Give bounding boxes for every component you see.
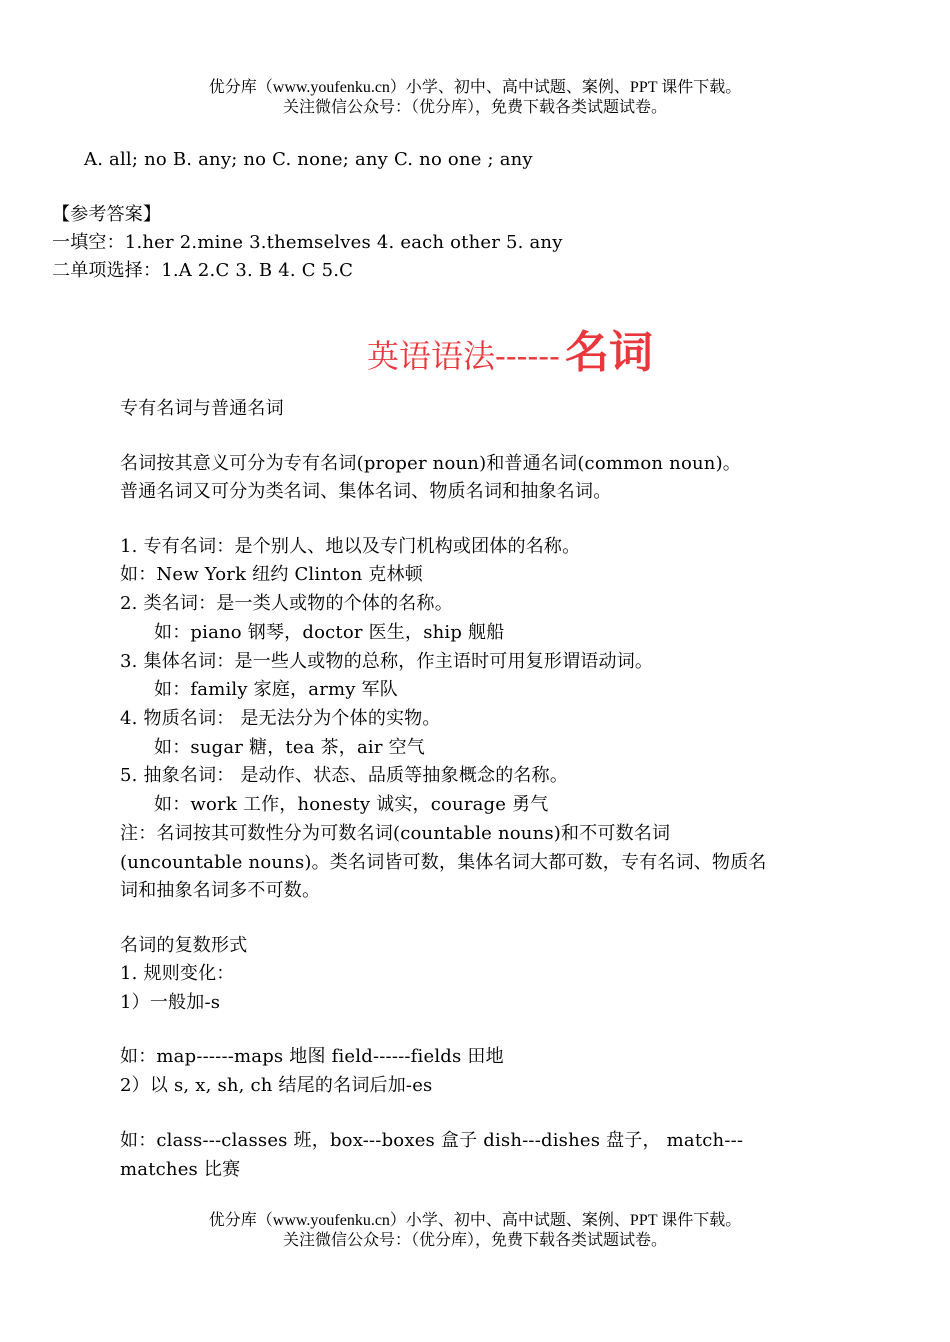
answers-heading: 【参考答案】 <box>52 204 162 225</box>
list-item-2: 2. 类名词：是一类人或物的个体的名称。 <box>120 593 453 614</box>
footer-line-2: 关注微信公众号：（优分库），免费下载各类试题试卷。 <box>282 1232 667 1249</box>
page-title <box>0 316 950 380</box>
list-item-2-example: 如：piano 钢琴，doctor 医生，ship 舰船 <box>154 622 505 643</box>
header-line-1: 优分库（www.youfenku.cn）小学、初中、高中试题、案例、PPT 课件下载。 <box>208 79 742 96</box>
rule-1-sub-2: 2）以 s, x, sh, ch 结尾的名词后加-es <box>120 1075 433 1096</box>
rule-1-sub-2-example-line-1: 如：class---classes 班，box---boxes 盒子 dish---dishes 盘子， match--- <box>120 1130 744 1151</box>
list-item-4-example: 如：sugar 糖，tea 茶，air 空气 <box>154 737 425 758</box>
section-heading-plural: 名词的复数形式 <box>120 935 248 956</box>
list-item-5: 5. 抽象名词： 是动作、状态、品质等抽象概念的名称。 <box>120 765 569 786</box>
list-item-3: 3. 集体名词：是一些人或物的总称，作主语时可用复形谓语动词。 <box>120 651 654 672</box>
footer-line-1: 优分库（www.youfenku.cn）小学、初中、高中试题、案例、PPT 课件下载。 <box>208 1212 742 1229</box>
options-line: A. all; no B. any; no C. none; any C. no one ; any <box>84 149 533 170</box>
note-line-2: (uncountable nouns)。类名词皆可数，集体名词大都可数，专有名词、物质名 <box>120 852 767 873</box>
note-line-3: 词和抽象名词多不可数。 <box>120 880 321 901</box>
rule-1-sub-1: 1）一般加-s <box>120 992 221 1013</box>
intro-line-1: 名词按其意义可分为专有名词(proper noun)和普通名词(common noun)。 <box>120 453 741 474</box>
rule-1-sub-2-example-line-2: matches 比赛 <box>120 1159 241 1180</box>
title-part-2: 名词 <box>564 327 653 378</box>
header-line-2: 关注微信公众号：（优分库），免费下载各类试题试卷。 <box>282 99 667 116</box>
list-item-4: 4. 物质名词： 是无法分为个体的实物。 <box>120 708 441 729</box>
title-part-1: 英语语法------ <box>367 337 560 375</box>
section-heading-proper-common: 专有名词与普通名词 <box>120 398 284 419</box>
list-item-3-example: 如：family 家庭，army 军队 <box>154 679 398 700</box>
note-line-1: 注：名词按其可数性分为可数名词(countable nouns)和不可数名词 <box>120 823 671 844</box>
answers-single-choice: 二单项选择：1.A 2.C 3. B 4. C 5.C <box>52 260 354 281</box>
intro-line-2: 普通名词又可分为类名词、集体名词、物质名词和抽象名词。 <box>120 481 612 502</box>
rule-1: 1. 规则变化： <box>120 963 235 984</box>
answers-fill-blank: 一填空：1.her 2.mine 3.themselves 4. each other 5. any <box>52 232 563 253</box>
list-item-1-example: 如：New York 纽约 Clinton 克林顿 <box>120 564 423 585</box>
list-item-1: 1. 专有名词：是个别人、地以及专门机构或团体的名称。 <box>120 536 581 557</box>
list-item-5-example: 如：work 工作，honesty 诚实，courage 勇气 <box>154 794 549 815</box>
rule-1-sub-1-example: 如：map------maps 地图 field------fields 田地 <box>120 1046 504 1067</box>
